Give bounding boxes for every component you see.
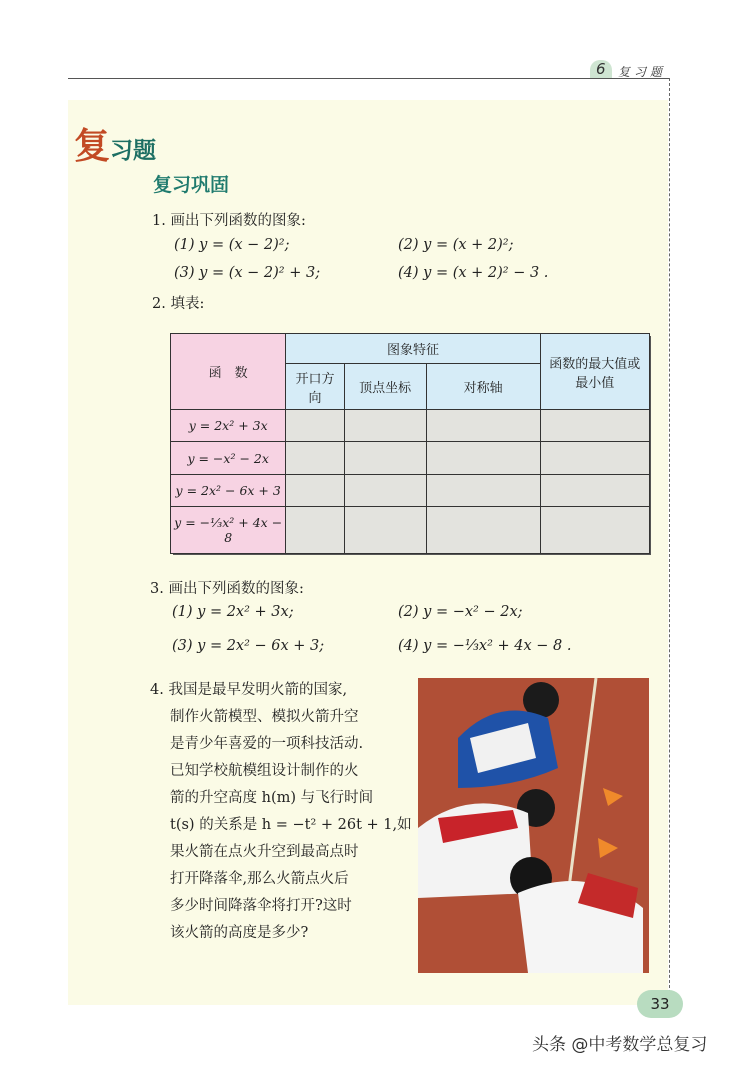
q1-item-3: (3) y = (x − 2)² + 3;	[174, 265, 321, 281]
table-cell-empty	[344, 506, 426, 553]
table-cell-empty	[540, 474, 649, 506]
q4-line: 多少时间降落伞将打开?这时	[170, 898, 352, 914]
col-open: 开口方向	[286, 364, 344, 410]
table-row-function: y = −x² − 2x	[171, 442, 286, 474]
col-axis: 对称轴	[426, 364, 540, 410]
q1-item-1: (1) y = (x − 2)²;	[174, 237, 290, 253]
watermark: 头条 @中考数学总复习	[532, 1035, 708, 1055]
q4-line: 是青少年喜爱的一项科技活动.	[170, 736, 364, 752]
q3-item-1: (1) y = 2x² + 3x;	[172, 604, 294, 620]
q4-line: 打开降落伞,那么火箭点火后	[170, 871, 349, 887]
col-function: 函 数	[171, 334, 286, 410]
col-features: 图象特征	[286, 334, 540, 364]
table-cell-empty	[286, 442, 344, 474]
q1-item-2: (2) y = (x + 2)²;	[398, 237, 514, 253]
fill-table	[170, 333, 648, 552]
col-extreme: 函数的最大值或最小值	[540, 334, 649, 410]
table-cell-empty	[426, 506, 540, 553]
page-edge-dashed	[669, 78, 670, 1008]
q1-item-4: (4) y = (x + 2)² − 3 .	[398, 265, 549, 281]
q2-label: 2. 填表:	[152, 296, 205, 312]
q4-line: 制作火箭模型、模拟火箭升空	[170, 709, 359, 725]
header-rule	[68, 78, 670, 79]
table-cell-empty	[540, 442, 649, 474]
header-title: 复习题	[618, 65, 667, 79]
table-cell-empty	[286, 410, 344, 442]
table-row-function: y = 2x² + 3x	[171, 410, 286, 442]
rocket-students-photo	[418, 678, 649, 973]
subsection-title: 复习巩固	[153, 174, 230, 196]
page-number: 33	[637, 990, 683, 1018]
table-cell-empty	[344, 474, 426, 506]
q4-line: 果火箭在点火升空到最高点时	[170, 844, 359, 860]
section-title-first: 复	[74, 125, 111, 167]
table-cell-empty	[426, 442, 540, 474]
section-title-rest: 习题	[110, 137, 157, 164]
table-cell-empty	[426, 410, 540, 442]
q3-item-2: (2) y = −x² − 2x;	[398, 604, 523, 620]
q3-label: 3. 画出下列函数的图象:	[150, 581, 304, 597]
table-cell-empty	[426, 474, 540, 506]
q1-label: 1. 画出下列函数的图象:	[152, 213, 306, 229]
q4-line: 箭的升空高度 h(m) 与飞行时间	[170, 790, 374, 806]
section-title	[74, 118, 156, 169]
table-cell-empty	[344, 442, 426, 474]
table-row-function: y = −⅓x² + 4x − 8	[171, 506, 286, 553]
table-cell-empty	[540, 506, 649, 553]
q3-item-4: (4) y = −⅓x² + 4x − 8 .	[398, 638, 572, 654]
col-vertex: 顶点坐标	[344, 364, 426, 410]
q4-line: 已知学校航模组设计制作的火	[170, 763, 359, 779]
q4-line: 4. 我国是最早发明火箭的国家,	[150, 682, 348, 698]
q3-item-3: (3) y = 2x² − 6x + 3;	[172, 638, 325, 654]
table-cell-empty	[540, 410, 649, 442]
chapter-number: 6	[590, 60, 612, 78]
table-row-function: y = 2x² − 6x + 3	[171, 474, 286, 506]
table-cell-empty	[286, 506, 344, 553]
q4-line: 该火箭的高度是多少?	[170, 925, 309, 941]
table-cell-empty	[286, 474, 344, 506]
table-cell-empty	[344, 410, 426, 442]
q4-line: t(s) 的关系是 h = −t² + 26t + 1,如	[170, 817, 412, 833]
